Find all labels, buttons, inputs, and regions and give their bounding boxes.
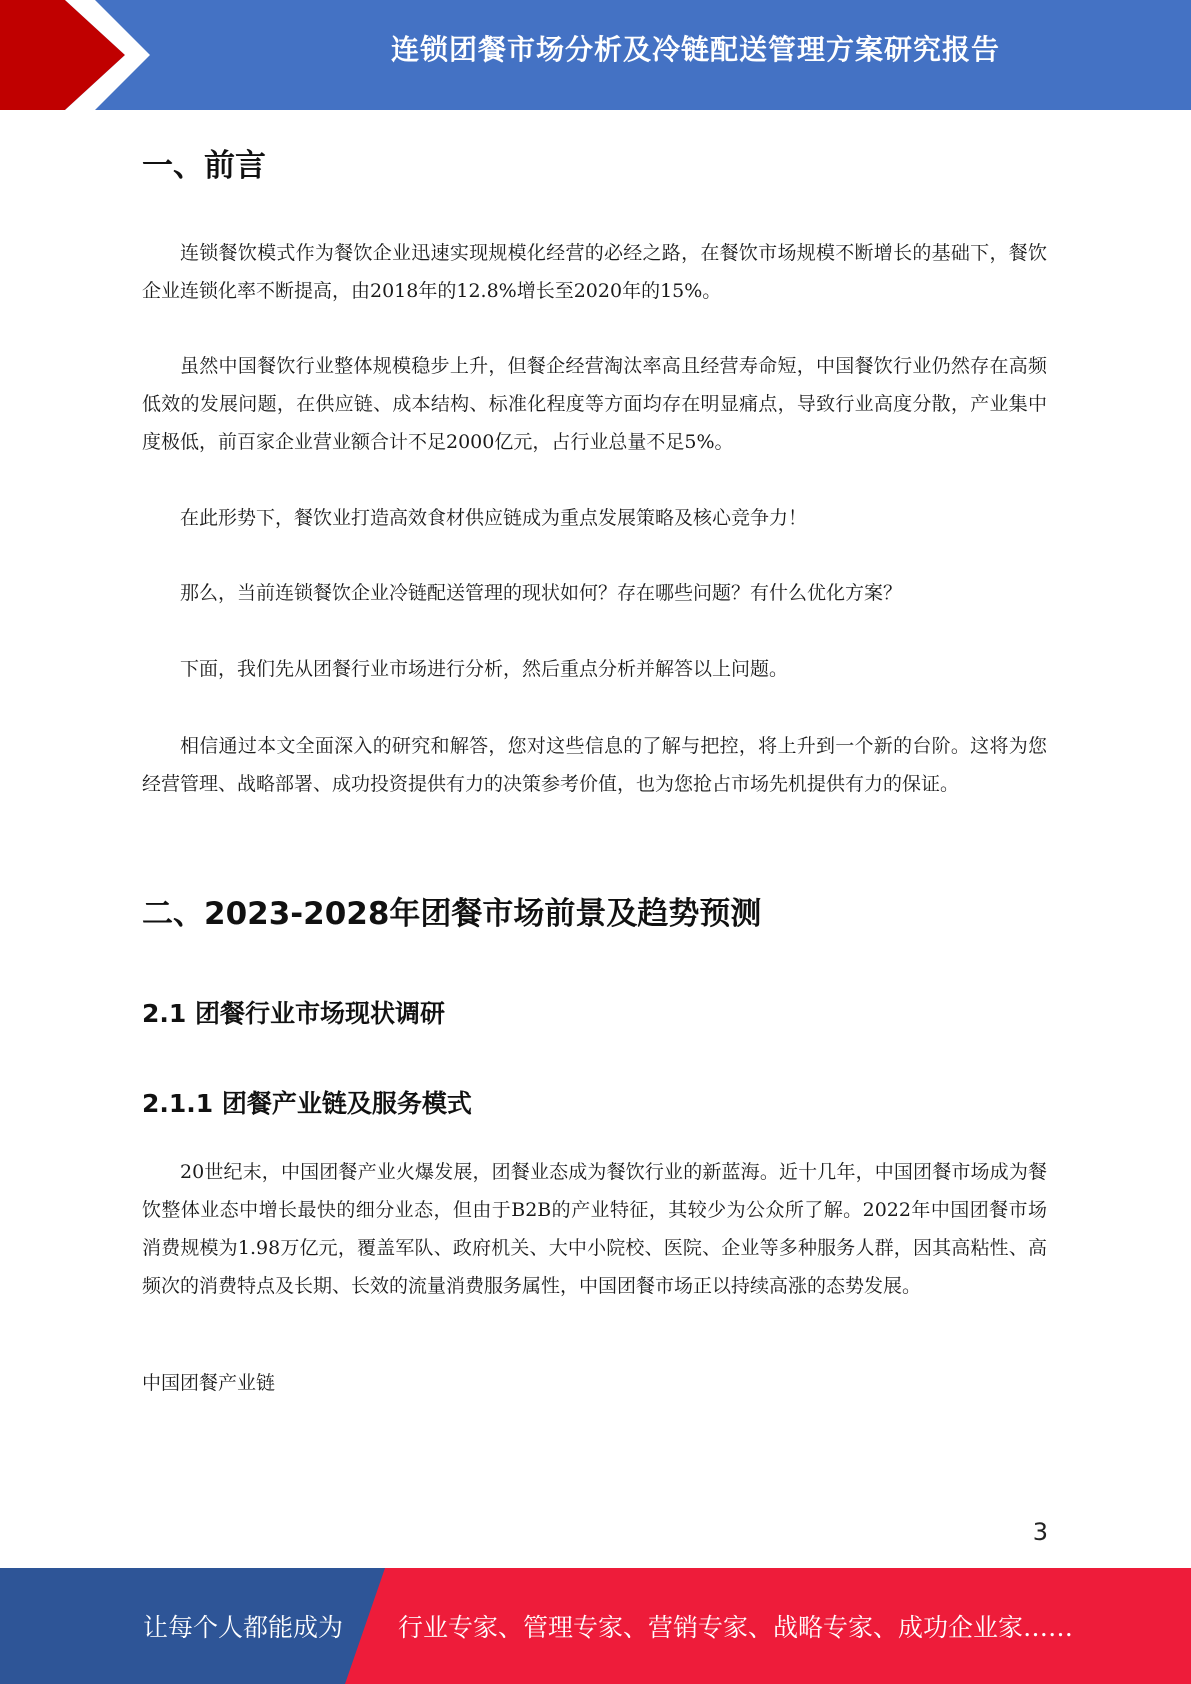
section-heading-forecast: 二、2023-2028年团餐市场前景及趋势预测 [142, 896, 762, 932]
paragraph: 在此形势下，餐饮业打造高效食材供应链成为重点发展策略及核心竞争力！ [180, 507, 808, 529]
report-title: 连锁团餐市场分析及冷链配送管理方案研究报告 [390, 33, 1000, 66]
subsection-heading: 2.1 团餐行业市场现状调研 [142, 999, 445, 1028]
page-number: 3 [1032, 1518, 1048, 1546]
footer-slogan-left: 让每个人都能成为 [143, 1613, 344, 1642]
section-heading-preface: 一、前言 [142, 148, 266, 184]
footer-slogan-right: 行业专家、管理专家、营销专家、战略专家、成功企业家…… [398, 1613, 1074, 1642]
figure-caption: 中国团餐产业链 [142, 1372, 276, 1394]
subsubsection-heading: 2.1.1 团餐产业链及服务模式 [142, 1089, 472, 1118]
paragraph: 下面，我们先从团餐行业市场进行分析，然后重点分析并解答以上问题。 [180, 658, 789, 680]
paragraph: 相信通过本文全面深入的研究和解答，您对这些信息的了解与把控，将上升到一个新的台阶。这将为您经营管理、战略部署、成功投资提供有力的决策参考价值，也为您抢占市场先机提供有力的保证。 [142, 735, 1047, 795]
paragraph: 连锁餐饮模式作为餐饮企业迅速实现规模化经营的必经之路，在餐饮市场规模不断增长的基础下，餐饮企业连锁化率不断提高，由2018年的12.8%增长至2020年的15%。 [142, 242, 1047, 302]
page-header [0, 0, 1191, 110]
paragraph: 虽然中国餐饮行业整体规模稳步上升，但餐企经营淘汰率高且经营寿命短，中国餐饮行业仍然存在高频低效的发展问题，在供应链、成本结构、标准化程度等方面均存在明显痛点，导致行业高度分散，产业集中度极低，前百家企业营业额合计不足2000亿元，占行业总量不足5%。 [142, 355, 1047, 453]
paragraph: 那么，当前连锁餐饮企业冷链配送管理的现状如何？存在哪些问题？有什么优化方案？ [180, 582, 903, 604]
paragraph: 20世纪末，中国团餐产业火爆发展，团餐业态成为餐饮行业的新蓝海。近十几年，中国团餐市场成为餐饮整体业态中增长最快的细分业态，但由于B2B的产业特征，其较少为公众所了解。2022年中国团餐市场消费规模为1.98万亿元，覆盖军队、政府机关、大中小院校、医院、企业等多种服务人群，因其高粘性、高频次的消费特点及长期、长效的流量消费服务属性，中国团餐市场正以持续高涨的态势发展。 [142, 1161, 1047, 1297]
page-footer [0, 1568, 1191, 1684]
